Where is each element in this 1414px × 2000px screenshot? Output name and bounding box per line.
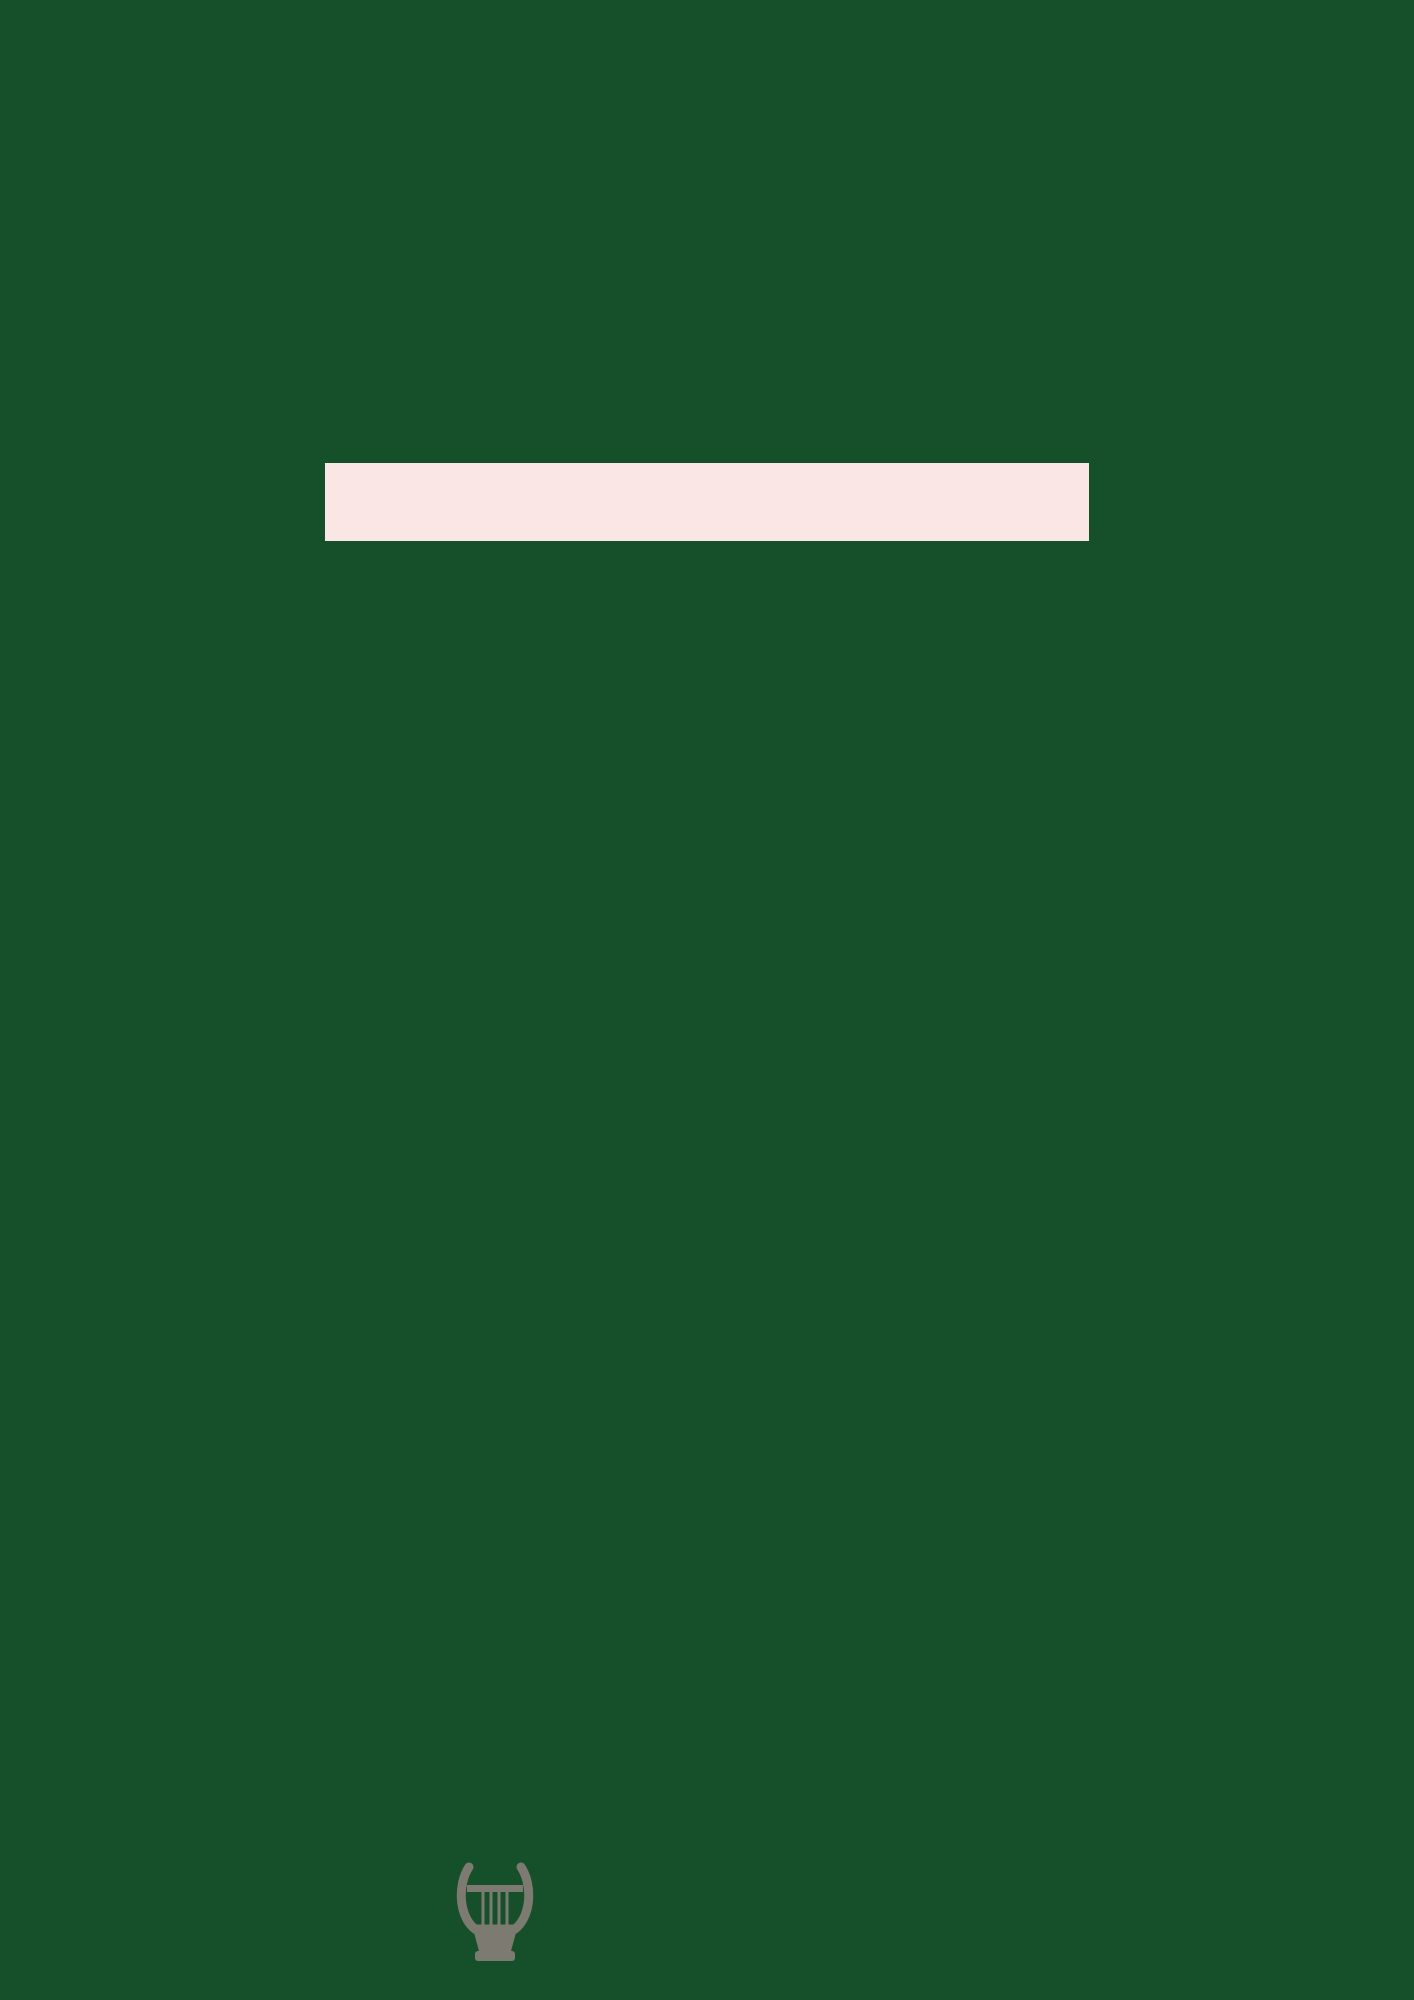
lyre-icon bbox=[455, 1855, 535, 1967]
school-logo bbox=[455, 1855, 1015, 1965]
